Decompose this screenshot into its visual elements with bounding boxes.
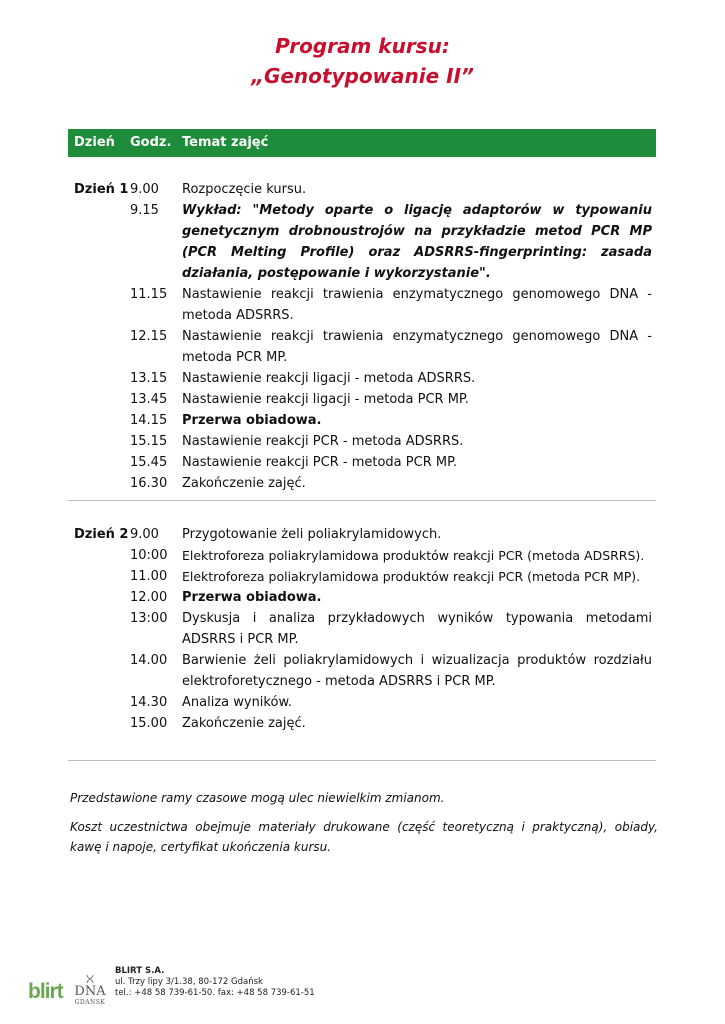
company-phone-fax: tel.: +48 58 739-61-50. fax: +48 58 739-61-51	[115, 988, 315, 998]
row-time: 15.15	[130, 434, 168, 449]
row-time: 10:00	[130, 548, 168, 563]
row-topic: Zakończenie zajęć.	[182, 476, 306, 491]
row-time: 15.45	[130, 455, 168, 470]
table-row	[68, 326, 656, 368]
divider	[68, 500, 656, 501]
table-header	[68, 129, 656, 157]
row-topic: Barwienie żeli poliakrylamidowych i wizualizacja produktów rozdziału elektroforetycznego - metoda ADSRRS i PCR MP.	[182, 653, 652, 689]
table-row	[68, 692, 656, 713]
row-time: 13.45	[130, 392, 168, 407]
divider	[68, 760, 656, 761]
row-time: 14.00	[130, 653, 168, 668]
row-topic: Nastawienie reakcji PCR - metoda ADSRRS.	[182, 434, 464, 449]
table-row	[68, 545, 656, 566]
table-row	[68, 410, 656, 431]
row-time: 14.30	[130, 695, 168, 710]
row-topic: Nastawienie reakcji trawienia enzymatycznego genomowego DNA - metoda PCR MP.	[182, 329, 652, 365]
day1-schedule	[68, 179, 656, 494]
row-topic: Dyskusja i analiza przykładowych wyników typowania metodami ADSRRS i PCR MP.	[182, 611, 652, 647]
header-topic: Temat zajęć	[182, 135, 269, 150]
row-time: 9.00	[130, 182, 159, 197]
row-topic: Wykład: "Metody oparte o ligację adaptorów w typowaniu genetycznym drobnoustrojów na przykładzie metod PCR MP (PCR Melting Profile) oraz ADSRRS-fingerprinting: zasada działania, postępowanie i wykorzystanie".	[182, 203, 652, 281]
row-time: 12.00	[130, 590, 168, 605]
dna-logo-text: DNA	[74, 984, 106, 999]
table-row	[68, 713, 656, 734]
row-time: 13:00	[130, 611, 168, 626]
header-day: Dzień	[74, 135, 115, 150]
day2-schedule	[68, 524, 656, 734]
table-row	[68, 179, 656, 200]
note-course-cost: Koszt uczestnictwa obejmuje materiały drukowane (część teoretyczną i praktyczną), obiady, kawę i napoje, certyfikat ukończenia kursu.	[70, 820, 658, 854]
company-name: BLIRT S.A.	[115, 966, 165, 976]
company-address: ul. Trzy lipy 3/1.38, 80-172 Gdańsk	[115, 977, 263, 987]
row-topic: Zakończenie zajęć.	[182, 716, 306, 731]
row-topic: Nastawienie reakcji ligacji - metoda PCR MP.	[182, 392, 469, 407]
row-topic: Przerwa obiadowa.	[182, 590, 322, 605]
page-title-line2: „Genotypowanie II”	[251, 64, 474, 88]
page-title-line1: Program kursu:	[275, 34, 450, 58]
dna-logo-icon	[84, 974, 96, 984]
table-row	[68, 284, 656, 326]
row-topic: Przygotowanie żeli poliakrylamidowych.	[182, 527, 442, 542]
blirt-logo: blirt	[28, 980, 63, 1003]
row-time: 11.00	[130, 569, 168, 584]
row-topic: Przerwa obiadowa.	[182, 413, 322, 428]
note-time-changes: Przedstawione ramy czasowe mogą ulec niewielkim zmianom.	[70, 791, 445, 805]
row-topic: Elektroforeza poliakrylamidowa produktów reakcji PCR (metoda ADSRRS).	[182, 548, 645, 563]
table-row	[68, 473, 656, 494]
row-time: 13.15	[130, 371, 168, 386]
row-time: 14.15	[130, 413, 168, 428]
table-row	[68, 368, 656, 389]
table-row	[68, 200, 656, 284]
gdansk-logo-text: GDAŃSK	[74, 999, 106, 1006]
table-row	[68, 608, 656, 650]
table-row	[68, 650, 656, 692]
table-row	[68, 389, 656, 410]
company-info	[115, 966, 315, 999]
row-time: 9.15	[130, 203, 159, 218]
row-topic: Nastawienie reakcji trawienia enzymatycznego genomowego DNA - metoda ADSRRS.	[182, 287, 652, 323]
row-time: 16.30	[130, 476, 168, 491]
row-time: 9.00	[130, 527, 159, 542]
row-topic: Elektroforeza poliakrylamidowa produktów reakcji PCR (metoda PCR MP).	[182, 569, 641, 584]
table-row	[68, 566, 656, 587]
row-time: 15.00	[130, 716, 168, 731]
day2-label: Dzień 2	[74, 527, 129, 542]
row-time: 12.15	[130, 329, 168, 344]
day1-label: Dzień 1	[74, 182, 129, 197]
header-time: Godz.	[130, 135, 172, 150]
row-topic: Nastawienie reakcji ligacji - metoda ADSRRS.	[182, 371, 476, 386]
dna-gdansk-logo	[73, 974, 107, 1006]
row-topic: Nastawienie reakcji PCR - metoda PCR MP.	[182, 455, 458, 470]
table-row	[68, 431, 656, 452]
row-topic: Rozpoczęcie kursu.	[182, 182, 307, 197]
table-row	[68, 587, 656, 608]
table-row	[68, 452, 656, 473]
row-time: 11.15	[130, 287, 168, 302]
row-topic: Analiza wyników.	[182, 695, 293, 710]
table-row	[68, 524, 656, 545]
